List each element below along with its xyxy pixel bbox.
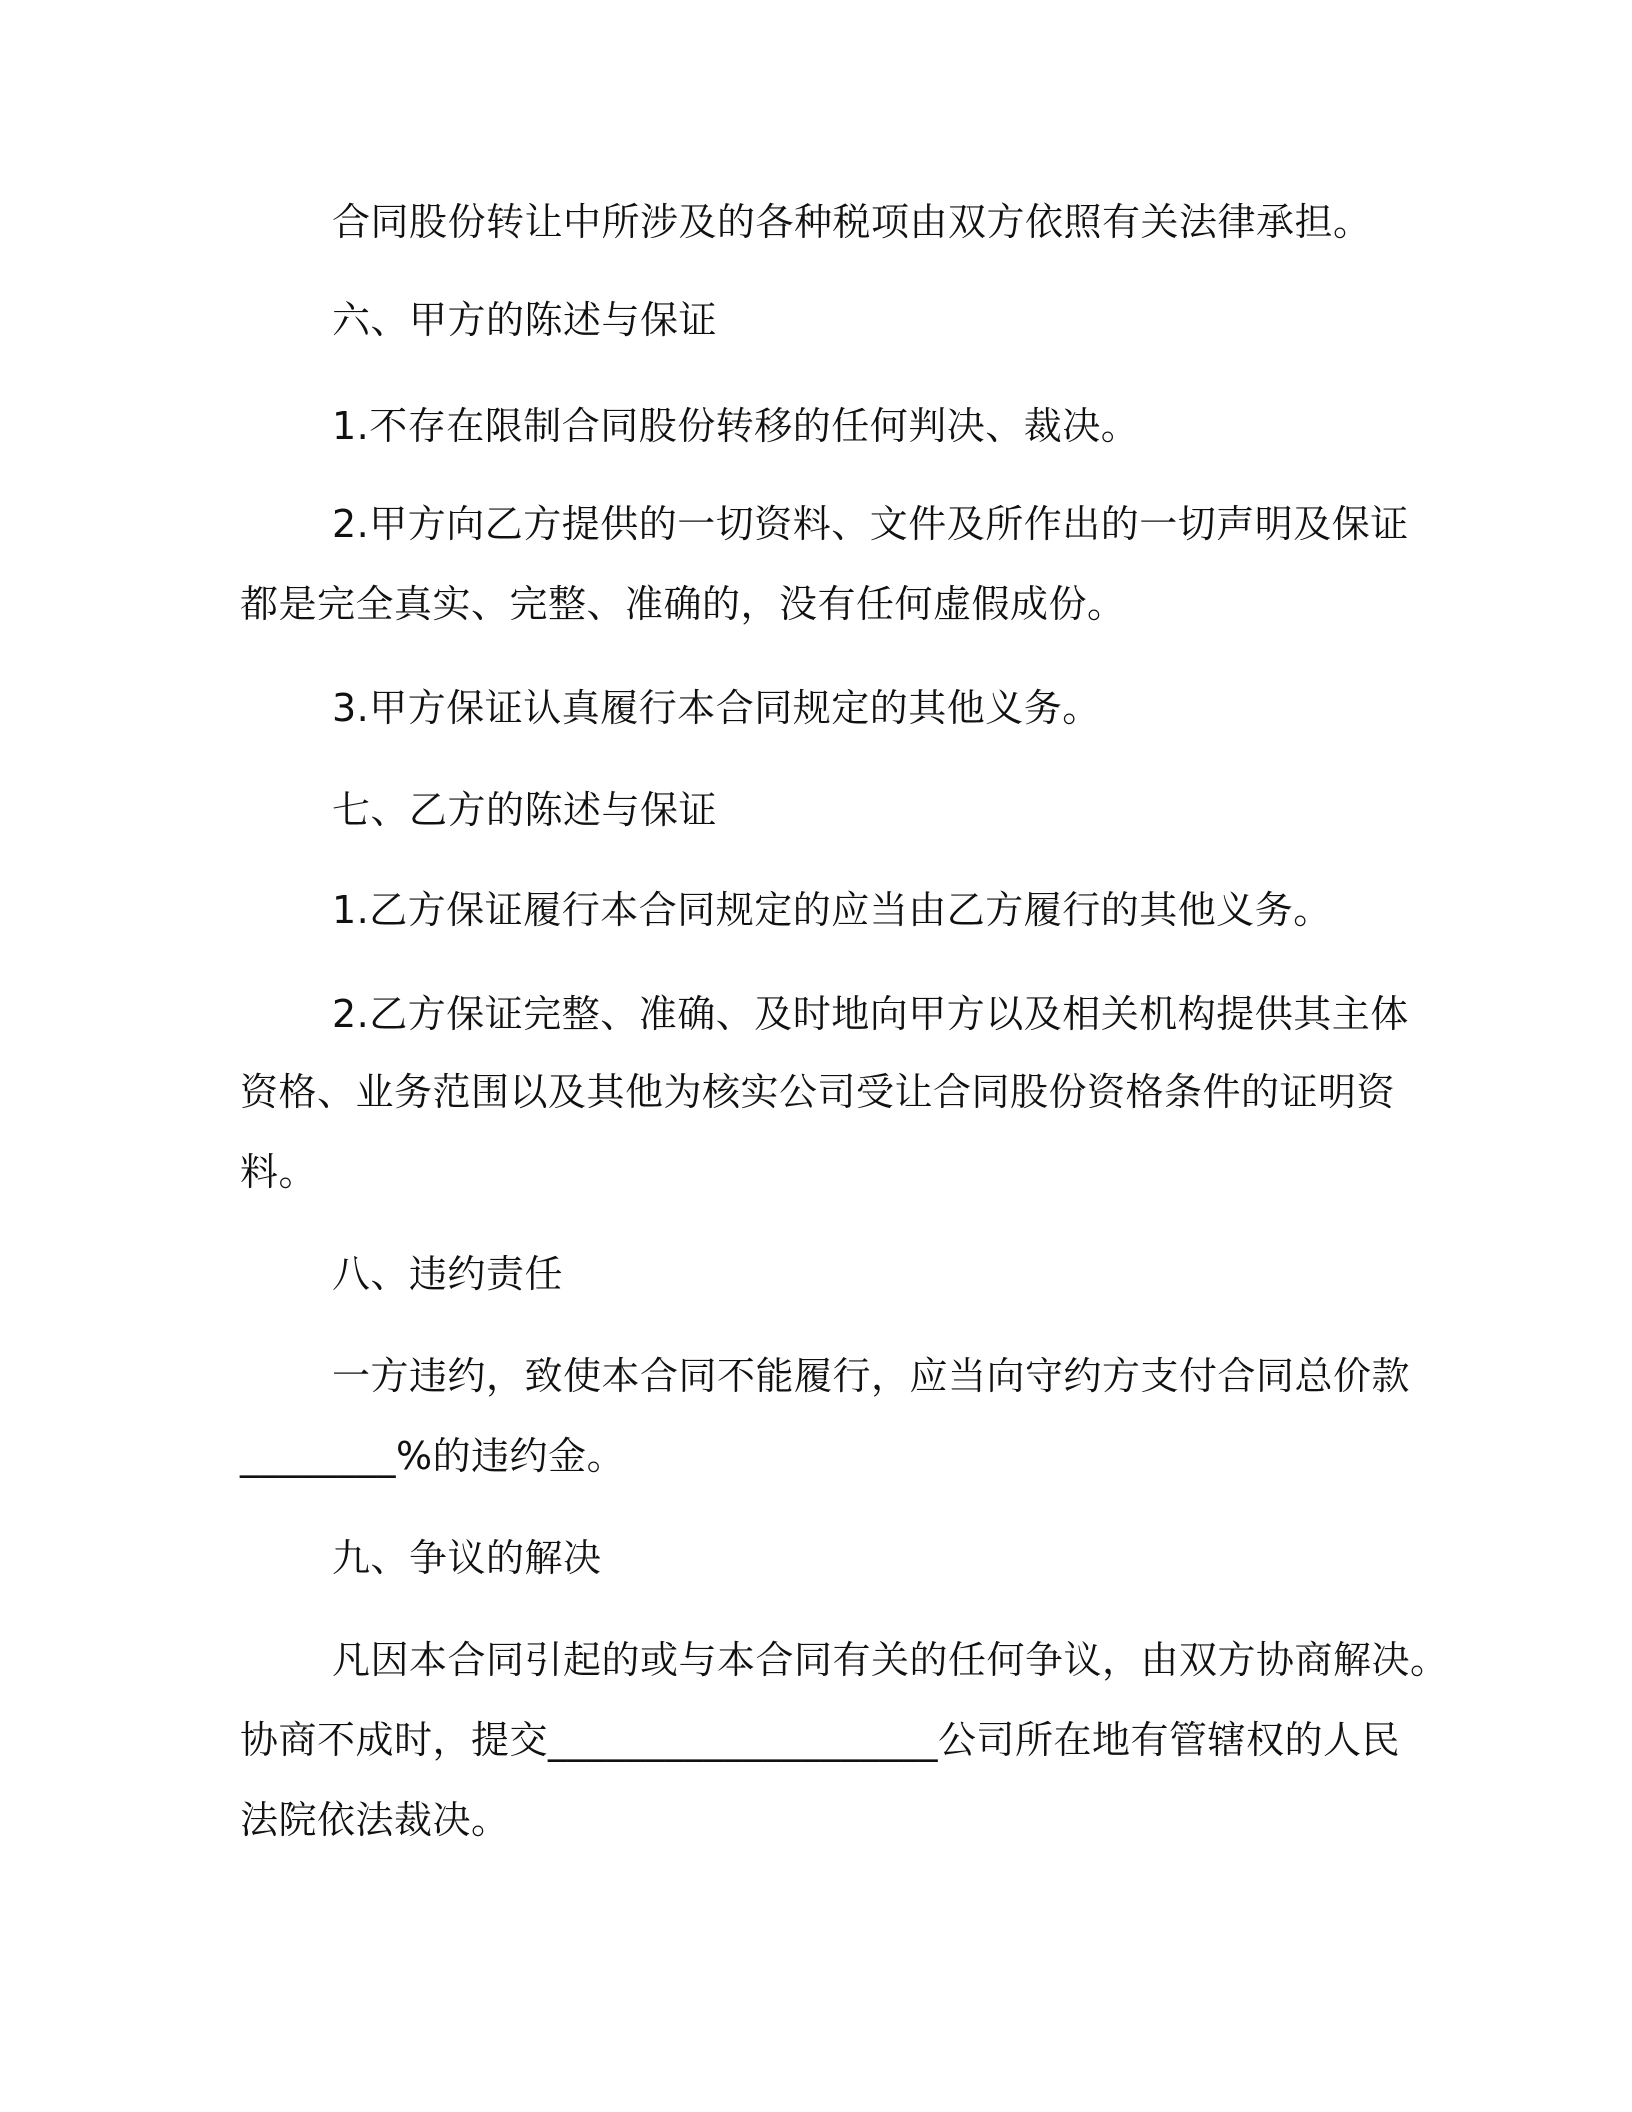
section-9-text-line-1: 凡因本合同引起的或与本合同有关的任何争议，由双方协商解决。 bbox=[332, 1638, 1449, 1682]
section-6-item-2-line-1: 2.甲方向乙方提供的一切资料、文件及所作出的一切声明及保证 bbox=[332, 502, 1409, 546]
section-8-text-line-2: ________%的违约金。 bbox=[240, 1434, 626, 1478]
section-6-item-2-line-2: 都是完全真实、完整、准确的，没有任何虚假成份。 bbox=[240, 582, 1126, 626]
section-7-heading: 七、乙方的陈述与保证 bbox=[332, 788, 718, 832]
section-7-item-2-line-2: 资格、业务范围以及其他为核实公司受让合同股份资格条件的证明资 bbox=[240, 1070, 1396, 1114]
section-8-heading: 八、违约责任 bbox=[332, 1252, 564, 1296]
tax-clause-line: 合同股份转让中所涉及的各种税项由双方依照有关法律承担。 bbox=[332, 200, 1372, 244]
section-9-text-line-3: 法院依法裁决。 bbox=[240, 1798, 510, 1842]
section-9-heading: 九、争议的解决 bbox=[332, 1536, 602, 1580]
section-6-item-1: 1.不存在限制合同股份转移的任何判决、裁决。 bbox=[332, 404, 1140, 448]
section-7-item-2-line-3: 料。 bbox=[240, 1150, 318, 1194]
section-7-item-1: 1.乙方保证履行本合同规定的应当由乙方履行的其他义务。 bbox=[332, 888, 1332, 932]
section-9-text-line-2: 协商不成时，提交____________________公司所在地有管辖权的人民 bbox=[240, 1718, 1401, 1762]
section-8-text-line-1: 一方违约，致使本合同不能履行，应当向守约方支付合同总价款 bbox=[332, 1354, 1411, 1398]
section-7-item-2-line-1: 2.乙方保证完整、准确、及时地向甲方以及相关机构提供其主体 bbox=[332, 992, 1409, 1036]
section-6-item-3: 3.甲方保证认真履行本合同规定的其他义务。 bbox=[332, 686, 1101, 730]
section-6-heading: 六、甲方的陈述与保证 bbox=[332, 298, 718, 342]
